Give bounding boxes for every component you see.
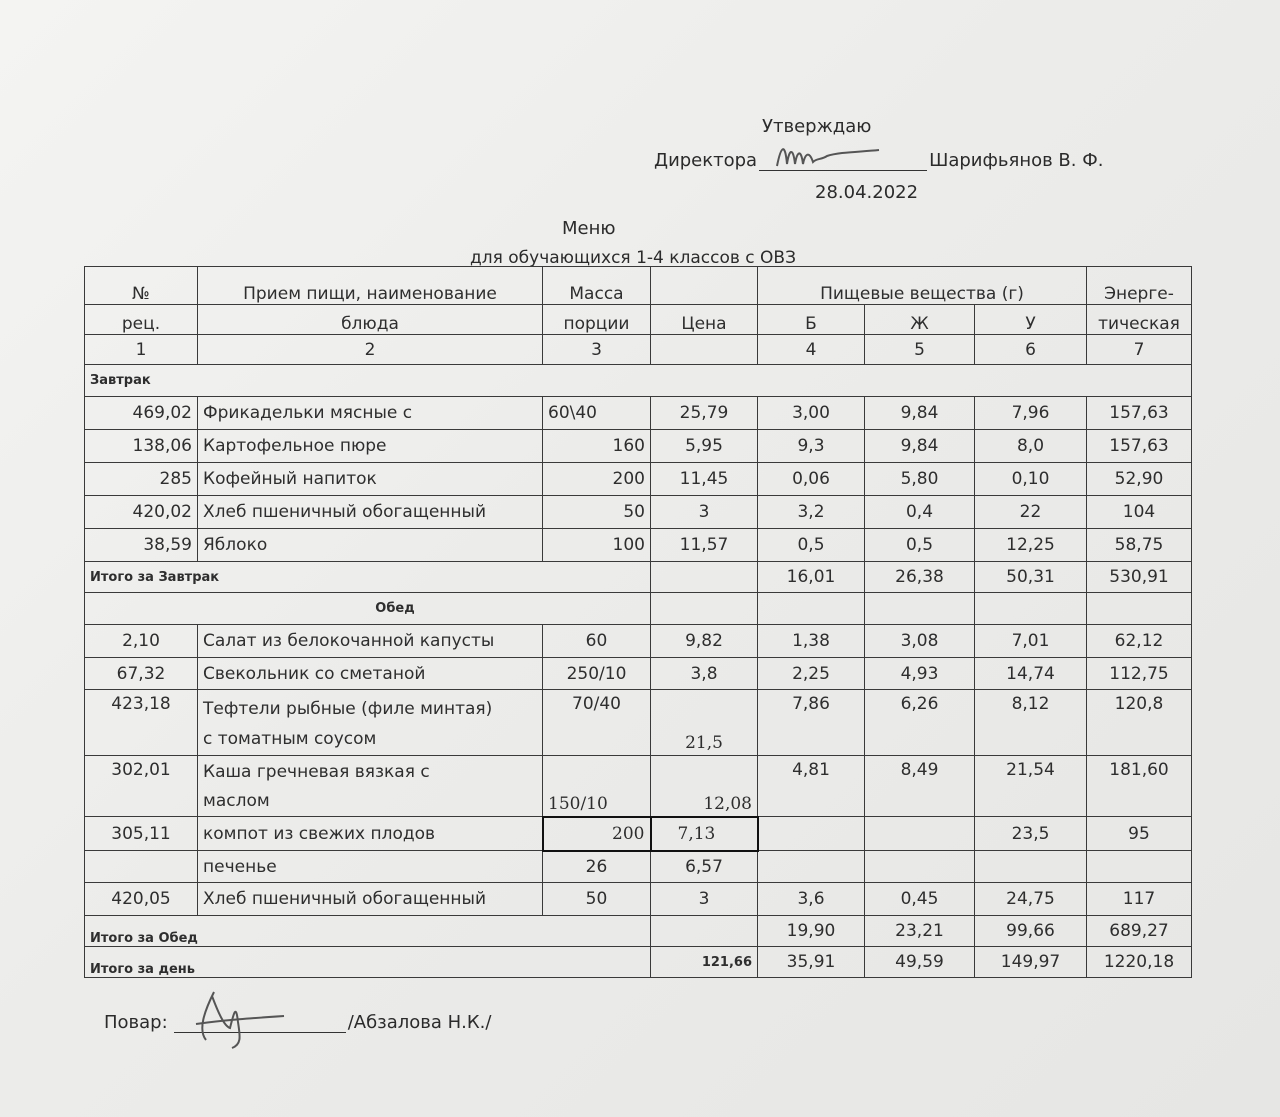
price: 3 xyxy=(651,883,758,916)
col-number: 6 xyxy=(975,335,1087,365)
total-energy: 530,91 xyxy=(1087,562,1192,593)
protein: 3,6 xyxy=(758,883,865,916)
recipe-number: 423,18 xyxy=(85,690,198,756)
carbs: 22 xyxy=(975,496,1087,529)
col-price-header-top xyxy=(651,267,758,305)
protein-empty xyxy=(758,851,865,883)
empty-cell xyxy=(975,593,1087,625)
dish-name: компот из свежих плодов xyxy=(198,817,543,851)
price: 5,95 xyxy=(651,430,758,463)
empty-cell xyxy=(758,593,865,625)
carbs-empty xyxy=(975,851,1087,883)
carbs: 12,25 xyxy=(975,529,1087,562)
recipe-number: 285 xyxy=(85,463,198,496)
day-total-price: 121,66 xyxy=(651,947,758,978)
dish-name-line: с томатным соусом xyxy=(203,729,377,749)
carbs: 21,54 xyxy=(975,756,1087,817)
recipe-number: 138,06 xyxy=(85,430,198,463)
protein: 0,5 xyxy=(758,529,865,562)
dish-name xyxy=(198,756,543,817)
lunch-total-row xyxy=(85,916,1192,947)
col-num-header: № xyxy=(85,267,198,305)
energy: 62,12 xyxy=(1087,625,1192,658)
dish-name: Хлеб пшеничный обогащенный xyxy=(198,883,543,916)
col-dish-header: Прием пищи, наименование xyxy=(198,267,543,305)
col-nutrients-header: Пищевые вещества (г) xyxy=(758,267,1087,305)
price: 6,57 xyxy=(651,851,758,883)
menu-table xyxy=(84,266,1192,978)
col-dish-header-2: блюда xyxy=(198,305,543,335)
energy: 52,90 xyxy=(1087,463,1192,496)
total-fat: 23,21 xyxy=(865,916,975,947)
portion-mass: 250/10 xyxy=(543,658,651,690)
price: 3 xyxy=(651,496,758,529)
dish-name: Свекольник со сметаной xyxy=(198,658,543,690)
price: 25,79 xyxy=(651,397,758,430)
recipe-number: 38,59 xyxy=(85,529,198,562)
price: 3,8 xyxy=(651,658,758,690)
empty-cell xyxy=(1087,593,1192,625)
fat: 4,93 xyxy=(865,658,975,690)
carbs: 23,5 xyxy=(975,817,1087,851)
recipe-number: 302,01 xyxy=(85,756,198,817)
cook-signature-icon xyxy=(184,982,294,1052)
col-number-empty xyxy=(651,335,758,365)
approval-label: Утверждаю xyxy=(762,116,872,137)
dish-name: Кофейный напиток xyxy=(198,463,543,496)
recipe-number: 67,32 xyxy=(85,658,198,690)
column-numbers-row xyxy=(85,335,1192,365)
col-energy-header-2: тическая xyxy=(1087,305,1192,335)
director-signature-icon xyxy=(769,136,889,172)
breakfast-total-label: Итого за Завтрак xyxy=(85,562,651,593)
portion-mass: 60\40 xyxy=(543,397,651,430)
table-row xyxy=(85,756,1192,817)
total-protein: 16,01 xyxy=(758,562,865,593)
table-row xyxy=(85,625,1192,658)
col-zh-header: Ж xyxy=(865,305,975,335)
carbs: 14,74 xyxy=(975,658,1087,690)
table-row xyxy=(85,883,1192,916)
empty-cell xyxy=(865,593,975,625)
carbs: 8,0 xyxy=(975,430,1087,463)
dish-name-line: маслом xyxy=(203,791,270,811)
col-number: 2 xyxy=(198,335,543,365)
energy: 181,60 xyxy=(1087,756,1192,817)
breakfast-title: Завтрак xyxy=(85,365,1192,397)
col-mass-header-2: порции xyxy=(543,305,651,335)
fat: 5,80 xyxy=(865,463,975,496)
table-row xyxy=(85,496,1192,529)
table-row xyxy=(85,463,1192,496)
dish-name: печенье xyxy=(198,851,543,883)
dish-name: Яблоко xyxy=(198,529,543,562)
director-label: Директора xyxy=(654,150,758,171)
day-total-row xyxy=(85,947,1192,978)
dish-name-line: Каша гречневая вязкая с xyxy=(203,762,430,782)
dish-name: Салат из белокочанной капусты xyxy=(198,625,543,658)
recipe-number: 420,05 xyxy=(85,883,198,916)
page-title: Меню xyxy=(562,218,616,239)
fat: 3,08 xyxy=(865,625,975,658)
recipe-number: 2,10 xyxy=(85,625,198,658)
energy: 117 xyxy=(1087,883,1192,916)
protein: 4,81 xyxy=(758,756,865,817)
recipe-number: 420,02 xyxy=(85,496,198,529)
fat: 9,84 xyxy=(865,397,975,430)
carbs: 0,10 xyxy=(975,463,1087,496)
lunch-total-label: Итого за Обед xyxy=(85,916,651,947)
empty-cell xyxy=(651,562,758,593)
table-row xyxy=(85,529,1192,562)
portion-mass: 200 xyxy=(543,817,651,851)
table-row xyxy=(85,690,1192,756)
dish-name: Хлеб пшеничный обогащенный xyxy=(198,496,543,529)
portion-mass: 100 xyxy=(543,529,651,562)
table-row xyxy=(85,851,1192,883)
col-number: 4 xyxy=(758,335,865,365)
director-line xyxy=(654,148,1103,171)
recipe-number-empty xyxy=(85,851,198,883)
breakfast-total-row xyxy=(85,562,1192,593)
portion-mass: 160 xyxy=(543,430,651,463)
total-energy: 689,27 xyxy=(1087,916,1192,947)
portion-mass: 26 xyxy=(543,851,651,883)
dish-name xyxy=(198,690,543,756)
day-total-protein: 35,91 xyxy=(758,947,865,978)
protein: 1,38 xyxy=(758,625,865,658)
table-row xyxy=(85,817,1192,851)
dish-name: Картофельное пюре xyxy=(198,430,543,463)
cook-name: /Абзалова Н.К./ xyxy=(347,1012,492,1033)
col-number: 7 xyxy=(1087,335,1192,365)
col-number: 5 xyxy=(865,335,975,365)
fat-empty xyxy=(865,851,975,883)
col-price-header: Цена xyxy=(651,305,758,335)
total-protein: 19,90 xyxy=(758,916,865,947)
page-subtitle: для обучающихся 1-4 классов с ОВЗ xyxy=(470,248,796,268)
recipe-number: 305,11 xyxy=(85,817,198,851)
fat-empty xyxy=(865,817,975,851)
table-row xyxy=(85,430,1192,463)
energy: 58,75 xyxy=(1087,529,1192,562)
dish-name-line: Тефтели рыбные (филе минтая) xyxy=(203,699,493,719)
total-carbs: 99,66 xyxy=(975,916,1087,947)
day-total-carbs: 149,97 xyxy=(975,947,1087,978)
total-fat: 26,38 xyxy=(865,562,975,593)
col-u-header: У xyxy=(975,305,1087,335)
protein: 9,3 xyxy=(758,430,865,463)
price: 9,82 xyxy=(651,625,758,658)
portion-mass: 70/40 xyxy=(543,690,651,756)
energy: 157,63 xyxy=(1087,430,1192,463)
carbs: 24,75 xyxy=(975,883,1087,916)
price: 11,57 xyxy=(651,529,758,562)
day-total-label: Итого за день xyxy=(85,947,651,978)
col-mass-header: Масса xyxy=(543,267,651,305)
day-total-fat: 49,59 xyxy=(865,947,975,978)
portion-mass: 150/10 xyxy=(543,756,651,817)
col-energy-header: Энерге- xyxy=(1087,267,1192,305)
protein: 3,00 xyxy=(758,397,865,430)
fat: 6,26 xyxy=(865,690,975,756)
fat: 0,5 xyxy=(865,529,975,562)
empty-cell xyxy=(651,916,758,947)
total-carbs: 50,31 xyxy=(975,562,1087,593)
protein-empty xyxy=(758,817,865,851)
cook-signature xyxy=(174,1010,346,1033)
col-number: 3 xyxy=(543,335,651,365)
approval-date: 28.04.2022 xyxy=(815,182,919,203)
fat: 8,49 xyxy=(865,756,975,817)
protein: 7,86 xyxy=(758,690,865,756)
carbs: 7,96 xyxy=(975,397,1087,430)
cook-signature-line xyxy=(104,1010,491,1033)
price: 21,5 xyxy=(651,690,758,756)
recipe-number: 469,02 xyxy=(85,397,198,430)
price: 11,45 xyxy=(651,463,758,496)
portion-mass: 60 xyxy=(543,625,651,658)
table-row xyxy=(85,658,1192,690)
energy: 157,63 xyxy=(1087,397,1192,430)
cook-label: Повар: xyxy=(104,1012,168,1033)
header-row-2 xyxy=(85,305,1192,335)
carbs: 7,01 xyxy=(975,625,1087,658)
energy: 95 xyxy=(1087,817,1192,851)
protein: 2,25 xyxy=(758,658,865,690)
carbs: 8,12 xyxy=(975,690,1087,756)
col-b-header: Б xyxy=(758,305,865,335)
header-row-1 xyxy=(85,267,1192,305)
fat: 9,84 xyxy=(865,430,975,463)
portion-mass: 200 xyxy=(543,463,651,496)
director-signature xyxy=(759,148,927,171)
energy: 104 xyxy=(1087,496,1192,529)
energy: 112,75 xyxy=(1087,658,1192,690)
director-name: Шарифьянов В. Ф. xyxy=(929,150,1104,171)
dish-name: Фрикадельки мясные с xyxy=(198,397,543,430)
energy: 120,8 xyxy=(1087,690,1192,756)
col-number: 1 xyxy=(85,335,198,365)
breakfast-section-row xyxy=(85,365,1192,397)
portion-mass: 50 xyxy=(543,883,651,916)
lunch-section-row xyxy=(85,593,1192,625)
energy-empty xyxy=(1087,851,1192,883)
fat: 0,4 xyxy=(865,496,975,529)
day-total-energy: 1220,18 xyxy=(1087,947,1192,978)
table-row xyxy=(85,397,1192,430)
price: 7,13 xyxy=(651,817,758,851)
lunch-title: Обед xyxy=(85,593,651,625)
protein: 0,06 xyxy=(758,463,865,496)
col-num-header-2: рец. xyxy=(85,305,198,335)
price: 12,08 xyxy=(651,756,758,817)
fat: 0,45 xyxy=(865,883,975,916)
empty-cell xyxy=(651,593,758,625)
protein: 3,2 xyxy=(758,496,865,529)
portion-mass: 50 xyxy=(543,496,651,529)
